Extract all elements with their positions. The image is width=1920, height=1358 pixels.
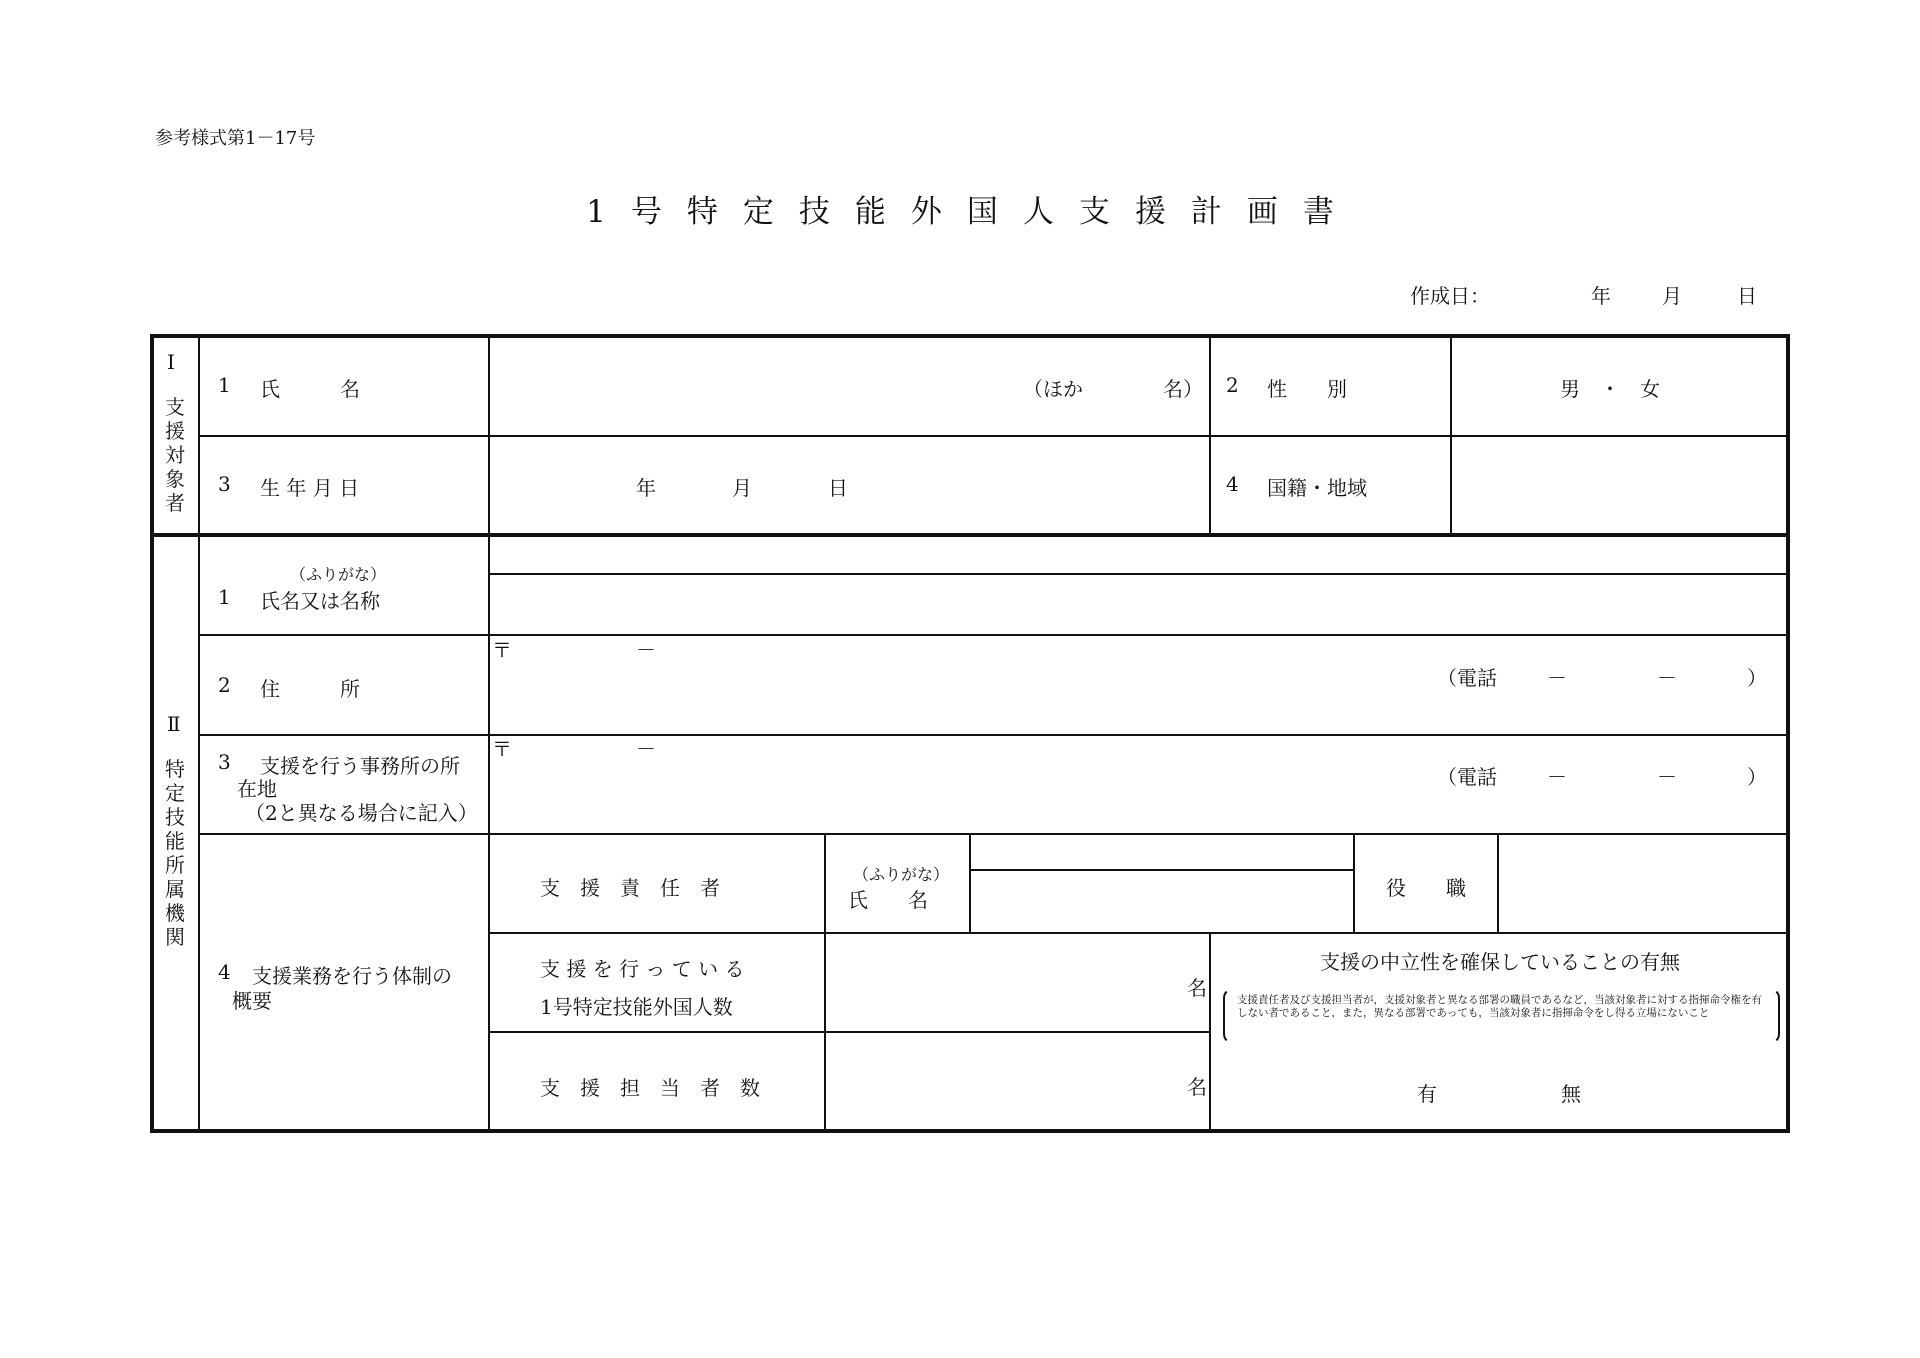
birth-month-label: 月 [732, 476, 752, 500]
gender-number: 2 [1226, 373, 1239, 397]
s2-inner-col-3 [1353, 833, 1355, 932]
position-label: 役 職 [1386, 876, 1466, 900]
supported-count-unit: 名 [1187, 976, 1207, 1000]
nationality-label: 国籍・地域 [1267, 476, 1367, 500]
manager-name-field[interactable] [971, 871, 1352, 931]
manager-name-label: 氏 名 [848, 888, 928, 912]
neutrality-no-option[interactable]: 無 [1561, 1082, 1581, 1106]
document-title: 1号特定技能外国人支援計画書 [586, 194, 1359, 230]
date-day-label: 日 [1737, 284, 1757, 308]
supported-count-label-line2: 1号特定技能外国人数 [540, 995, 733, 1019]
birth-number: 3 [218, 472, 231, 496]
org-name-field[interactable] [490, 575, 1786, 633]
system-label-line1: 支援業務を行う体制の [252, 964, 452, 988]
address-phone-label: （電話 [1437, 666, 1497, 690]
gender-label: 性 別 [1267, 377, 1347, 401]
section1-title: 支援対象者 [165, 395, 185, 515]
neutrality-note: 支援責任者及び支援担当者が，支援対象者と異なる部署の職員であるなど，当該対象者に対する指揮命令権を有しない者であること，また，異なる部署であっても，当該対象者に指揮命令をし得る立場にないこと [1237, 994, 1762, 1019]
office-postal-mark: 〒 [492, 737, 512, 761]
supporter-count-field[interactable] [826, 1033, 1208, 1129]
address-field[interactable] [490, 636, 1786, 733]
neutrality-yes-option[interactable]: 有 [1417, 1082, 1437, 1106]
section1-heading-line [198, 334, 200, 533]
birth-year-label: 年 [636, 476, 656, 500]
nationality-number: 4 [1226, 472, 1239, 496]
neutrality-title: 支援の中立性を確保していることの有無 [1320, 950, 1680, 974]
system-number: 4 [218, 960, 231, 984]
supporter-count-label: 支 援 担 当 者 数 [540, 1076, 760, 1100]
supported-count-label-line1: 支 援 を 行 っ て い る [540, 957, 745, 981]
date-year-label: 年 [1591, 284, 1611, 308]
table-bottom-border [150, 1129, 1790, 1133]
office-label-line2: 在地 [237, 777, 277, 801]
office-number: 3 [218, 750, 231, 774]
org-furigana-field[interactable] [490, 537, 1786, 572]
section2-title: 特定技能所属機関 [165, 757, 185, 949]
nationality-field[interactable] [1452, 437, 1786, 533]
address-phone-dash-2: － [1657, 666, 1677, 690]
date-month-label: 月 [1662, 284, 1682, 308]
section1-numeral: Ⅰ [167, 350, 175, 374]
s2-inner-col-5 [1209, 932, 1211, 1131]
name-number: 1 [218, 373, 231, 397]
address-phone-dash-1: － [1547, 666, 1567, 690]
org-furigana-label: （ふりがな） [290, 565, 387, 584]
office-phone-close: ） [1747, 765, 1767, 789]
table-left-border [150, 334, 154, 1133]
manager-furigana-field[interactable] [971, 835, 1352, 868]
office-phone-dash-2: － [1657, 765, 1677, 789]
address-label: 住 所 [260, 677, 360, 701]
supported-count-field[interactable] [826, 934, 1208, 1030]
section2-numeral: Ⅱ [167, 712, 181, 736]
address-phone-close: ） [1747, 666, 1767, 690]
s1-col-divider-2 [1209, 336, 1211, 533]
birth-label: 生 年 月 日 [260, 476, 360, 500]
office-phone-label: （電話 [1437, 765, 1497, 789]
manager-label: 支 援 責 任 者 [540, 876, 720, 900]
address-postal-mark: 〒 [492, 638, 512, 662]
name-others-count: （ほか 名） [1023, 377, 1203, 401]
address-number: 2 [218, 673, 231, 697]
date-label: 作成日： [1410, 284, 1490, 308]
org-number: 1 [218, 585, 231, 609]
gender-options[interactable]: 男 ・ 女 [1560, 377, 1660, 401]
supporter-count-unit: 名 [1187, 1075, 1207, 1099]
name-label: 氏 名 [260, 377, 360, 401]
position-field[interactable] [1499, 835, 1786, 931]
office-phone-dash-1: － [1547, 765, 1567, 789]
office-label-line1: 支援を行う事務所の所 [260, 754, 460, 778]
office-label-line3: （2と異なる場合に記入） [245, 801, 478, 825]
manager-furigana-label: （ふりがな） [853, 865, 950, 884]
system-label-line2: 概要 [232, 989, 272, 1013]
org-name-label: 氏名又は名称 [260, 589, 380, 613]
form-number: 参考様式第1－17号 [155, 128, 316, 149]
office-address-field[interactable] [490, 736, 1786, 832]
birth-date-field[interactable] [490, 437, 1208, 533]
birth-day-label: 日 [828, 476, 848, 500]
office-postal-dash: － [636, 737, 656, 761]
address-postal-dash: － [636, 638, 656, 662]
